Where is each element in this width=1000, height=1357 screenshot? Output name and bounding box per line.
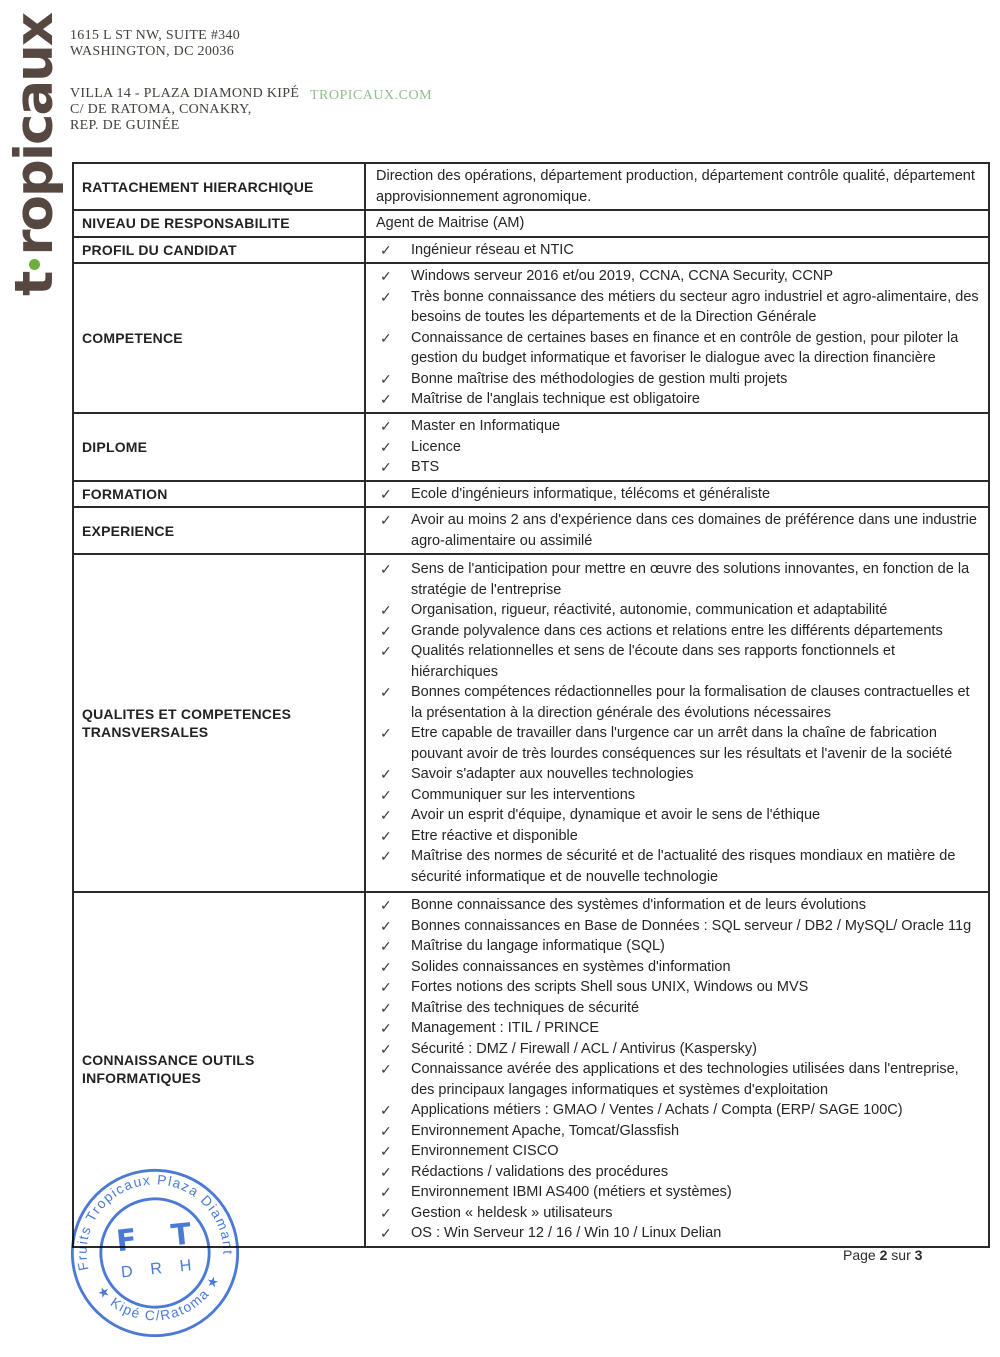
- item-text: Maîtrise des techniques de sécurité: [411, 999, 640, 1016]
- checkmark-icon: ✓: [380, 561, 392, 577]
- checkmark-icon: ✓: [380, 999, 392, 1016]
- item-text: Maîtrise du langage informatique (SQL): [411, 938, 665, 954]
- checklist-item: [374, 389, 982, 410]
- checkmark-icon: ✓: [380, 512, 392, 528]
- checklist-item: [374, 936, 982, 957]
- page-number: [843, 1247, 922, 1263]
- checkmark-icon: ✓: [380, 1102, 392, 1118]
- checklist-item: [374, 957, 982, 978]
- item-text: Rédactions / validations des procédures: [411, 1163, 669, 1180]
- row-label: FORMATION: [73, 481, 365, 508]
- checkmark-icon: ✓: [380, 268, 392, 285]
- row-value: [365, 481, 989, 508]
- checklist-item: [374, 1182, 982, 1203]
- item-text: Management : ITIL / PRINCE: [411, 1020, 600, 1036]
- stamp-ring-text-top: Fruits Tropicaux Plaza Diamant: [74, 1172, 236, 1272]
- us-address-line1: 1615 L ST NW, SUITE #340: [70, 28, 241, 43]
- checklist-item: [374, 1141, 982, 1162]
- logo-green-dot-icon: [29, 259, 40, 270]
- row-label: CONNAISSANCE OUTILS INFORMATIQUES: [73, 892, 365, 1247]
- item-text: Organisation, rigueur, réactivité, autonomie, communication et adaptabilité: [411, 602, 888, 618]
- logo-suffix: ropicaux: [4, 13, 65, 256]
- item-text: Avoir au moins 2 ans d'expérience dans ces domaines de préférence dans une industrie agro-alimentaire ou assimilé: [411, 512, 977, 549]
- row-value: [365, 413, 989, 481]
- item-text: Bonne maîtrise des méthodologies de gestion multi projets: [411, 370, 788, 387]
- item-text: Etre réactive et disponible: [411, 827, 578, 844]
- checklist-item: [374, 1162, 982, 1183]
- row-label: COMPETENCE: [73, 263, 365, 413]
- checkmark-icon: ✓: [380, 725, 392, 741]
- checkmark-icon: ✓: [380, 1143, 392, 1159]
- item-text: Sécurité : DMZ / Firewall / ACL / Antivirus (Kaspersky): [411, 1040, 757, 1057]
- item-text: Windows serveur 2016 et/ou 2019, CCNA, CCNA Security, CCNP: [411, 268, 834, 285]
- checklist-item: [374, 1100, 982, 1121]
- checkmark-icon: ✓: [380, 241, 392, 258]
- row-value: [365, 263, 989, 413]
- company-stamp: [51, 1149, 260, 1357]
- checklist-item: [374, 846, 982, 887]
- checkmark-icon: ✓: [380, 602, 392, 618]
- of-word: sur: [891, 1247, 911, 1263]
- item-text: Environnement IBMI AS400 (métiers et systèmes): [411, 1184, 732, 1200]
- checkmark-icon: ✓: [380, 1204, 392, 1221]
- tropicaux-logo: [4, 4, 65, 296]
- row-label: EXPERIENCE: [73, 507, 365, 554]
- checkmark-icon: ✓: [380, 1061, 392, 1077]
- checklist-item: [374, 1059, 982, 1100]
- item-text: Applications métiers : GMAO / Ventes / Achats / Compta (ERP/ SAGE 100C): [411, 1102, 903, 1118]
- checkmark-icon: ✓: [380, 827, 392, 844]
- gn-address-line3: REP. DE GUINÉE: [70, 118, 180, 133]
- website-link: TROPICAUX.COM: [310, 88, 433, 103]
- checkmark-icon: ✓: [380, 1122, 392, 1139]
- checkmark-icon: ✓: [380, 1225, 392, 1241]
- item-text: Bonnes compétences rédactionnelles pour la formalisation de clauses contractuelles et la présentation à la direction générale des évolutions nécessaires: [411, 684, 970, 721]
- checklist-item: [374, 266, 982, 287]
- row-label: RATTACHEMENT HIERARCHIQUE: [73, 163, 365, 210]
- item-text: Solides connaissances en systèmes d'information: [411, 958, 731, 975]
- checkmark-icon: ✓: [380, 979, 392, 995]
- checklist-item: [374, 1039, 982, 1060]
- checkmark-icon: ✓: [380, 786, 392, 803]
- total-page-number: 3: [914, 1247, 923, 1263]
- us-address-block: [70, 28, 240, 60]
- item-text: Sens de l'anticipation pour mettre en œuvre des solutions innovantes, en fonction de la stratégie de l'entreprise: [411, 561, 970, 598]
- table-row: [73, 163, 989, 210]
- item-text: Environnement CISCO: [411, 1143, 559, 1159]
- checkmark-icon: ✓: [380, 897, 392, 913]
- checklist-item: [374, 764, 982, 785]
- checklist-item: [374, 1203, 982, 1224]
- checklist-item: [374, 826, 982, 847]
- checklist-item: [374, 559, 982, 600]
- row-value: [365, 554, 989, 892]
- item-text: Licence: [411, 438, 461, 455]
- gn-address-line2: C/ DE RATOMA, CONAKRY,: [70, 102, 252, 117]
- checkmark-icon: ✓: [380, 1163, 392, 1180]
- checklist-item: [374, 805, 982, 826]
- checkmark-icon: ✓: [380, 958, 392, 975]
- row-label: QUALITES ET COMPETENCES TRANSVERSALES: [73, 554, 365, 892]
- checklist-item: [374, 510, 982, 551]
- row-label: DIPLOME: [73, 413, 365, 481]
- table-row: [73, 413, 989, 481]
- checklist-item: [374, 437, 982, 458]
- checklist-item: [374, 369, 982, 390]
- checklist-item: [374, 641, 982, 682]
- checkmark-icon: ✓: [380, 643, 392, 659]
- row-value: [365, 163, 989, 210]
- row-value: [365, 210, 989, 237]
- item-text: Maîtrise de l'anglais technique est obligatoire: [411, 391, 700, 408]
- item-text: OS : Win Serveur 12 / 16 / Win 10 / Linux Delian: [411, 1225, 722, 1241]
- us-address-line2: WASHINGTON, DC 20036: [70, 44, 235, 59]
- table-row: [73, 237, 989, 264]
- table-row: [73, 507, 989, 554]
- checklist-item: [374, 1018, 982, 1039]
- checklist-item: [374, 328, 982, 369]
- checklist-item: [374, 1223, 982, 1244]
- checkmark-icon: ✓: [380, 459, 392, 475]
- item-text: Qualités relationnelles et sens de l'écoute dans ses rapports fonctionnels et hiérarchiques: [411, 643, 895, 680]
- row-text: Direction des opérations, département production, département contrôle qualité, département approvisionnement agronomique.: [376, 168, 975, 205]
- item-text: Communiquer sur les interventions: [411, 786, 636, 803]
- job-description-table: [72, 162, 990, 1248]
- checkmark-icon: ✓: [380, 1184, 392, 1200]
- stamp-monogram: F T: [114, 1215, 206, 1259]
- checkmark-icon: ✓: [380, 438, 392, 455]
- checklist-item: [374, 895, 982, 916]
- checkmark-icon: ✓: [380, 684, 392, 700]
- stamp-ring-text-bottom: ★ Kipé C/Ratoma ★: [94, 1271, 223, 1324]
- logo-prefix: t: [4, 272, 65, 296]
- checkmark-icon: ✓: [380, 329, 392, 346]
- checkmark-icon: ✓: [380, 1040, 392, 1057]
- table-row: [73, 210, 989, 237]
- checkmark-icon: ✓: [380, 485, 392, 502]
- item-text: Grande polyvalence dans ces actions et relations entre les différents départements: [411, 622, 943, 639]
- checkmark-icon: ✓: [380, 370, 392, 387]
- row-value: [365, 507, 989, 554]
- item-text: Ecole d'ingénieurs informatique, télécoms et généraliste: [411, 485, 771, 502]
- checklist-item: [374, 998, 982, 1019]
- checklist-item: [374, 457, 982, 478]
- checkmark-icon: ✓: [380, 807, 392, 823]
- row-text: Agent de Maitrise (AM): [376, 215, 525, 231]
- checklist-item: [374, 287, 982, 328]
- item-text: Ingénieur réseau et NTIC: [411, 241, 574, 258]
- checkmark-icon: ✓: [380, 622, 392, 639]
- item-text: Avoir un esprit d'équipe, dynamique et avoir le sens de l'éthique: [411, 807, 821, 823]
- item-text: Gestion « heldesk » utilisateurs: [411, 1204, 613, 1221]
- gn-address-line1: VILLA 14 - PLAZA DIAMOND KIPÉ: [70, 86, 300, 101]
- row-label: PROFIL DU CANDIDAT: [73, 237, 365, 264]
- checklist-item: [374, 416, 982, 437]
- checklist-item: [374, 621, 982, 642]
- item-text: Bonnes connaissances en Base de Données : SQL serveur / DB2 / MySQL/ Oracle 11g: [411, 917, 972, 934]
- item-text: Maîtrise des normes de sécurité et de l'actualité des risques mondiaux en matière de sécurité informatique et de nouvelle technologie: [411, 848, 956, 885]
- row-value: [365, 892, 989, 1247]
- checkmark-icon: ✓: [380, 917, 392, 934]
- checkmark-icon: ✓: [380, 418, 392, 434]
- current-page-number: 2: [879, 1247, 888, 1263]
- checklist-item: [374, 484, 982, 505]
- checklist-item: [374, 723, 982, 764]
- checkmark-icon: ✓: [380, 391, 392, 408]
- item-text: Etre capable de travailler dans l'urgence car un arrêt dans la chaîne de fabrication pouvant avoir de très lourdes conséquences sur les résultats et l'avenir de la société: [411, 725, 953, 762]
- checkmark-icon: ✓: [380, 1020, 392, 1036]
- checklist-item: [374, 785, 982, 806]
- page-word: Page: [843, 1247, 876, 1263]
- checkmark-icon: ✓: [380, 766, 392, 782]
- checklist-item: [374, 240, 982, 261]
- stamp-drh-text: D R H: [120, 1255, 199, 1282]
- table-row: [73, 554, 989, 892]
- checklist-item: [374, 977, 982, 998]
- item-text: Environnement Apache, Tomcat/Glassfish: [411, 1122, 680, 1139]
- checklist-item: [374, 600, 982, 621]
- checkmark-icon: ✓: [380, 848, 392, 864]
- guinea-address-block: [70, 86, 299, 134]
- checklist-item: [374, 682, 982, 723]
- item-text: Savoir s'adapter aux nouvelles technologies: [411, 766, 694, 782]
- item-text: Très bonne connaissance des métiers du secteur agro industriel et agro-alimentaire, des besoins de toutes les départements et de la Direction Générale: [411, 288, 979, 326]
- checkmark-icon: ✓: [380, 938, 392, 954]
- item-text: BTS: [411, 459, 440, 475]
- item-text: Bonne connaissance des systèmes d'information et de leurs évolutions: [411, 897, 866, 913]
- item-text: Connaissance avérée des applications et des technologies utilisées dans l'entreprise, des principaux langages informatiques et systèmes d'exploitation: [411, 1061, 959, 1098]
- item-text: Connaissance de certaines bases en finance et en contrôle de gestion, pour piloter la gestion du budget informatique et favoriser le dialogue avec la direction financière: [411, 329, 959, 367]
- item-text: Master en Informatique: [411, 418, 561, 434]
- checkmark-icon: ✓: [380, 288, 392, 305]
- checklist-item: [374, 1121, 982, 1142]
- item-text: Fortes notions des scripts Shell sous UNIX, Windows ou MVS: [411, 979, 809, 995]
- row-value: [365, 237, 989, 264]
- table-row: [73, 481, 989, 508]
- checklist-item: [374, 916, 982, 937]
- row-label: NIVEAU DE RESPONSABILITE: [73, 210, 365, 237]
- table-row: [73, 263, 989, 413]
